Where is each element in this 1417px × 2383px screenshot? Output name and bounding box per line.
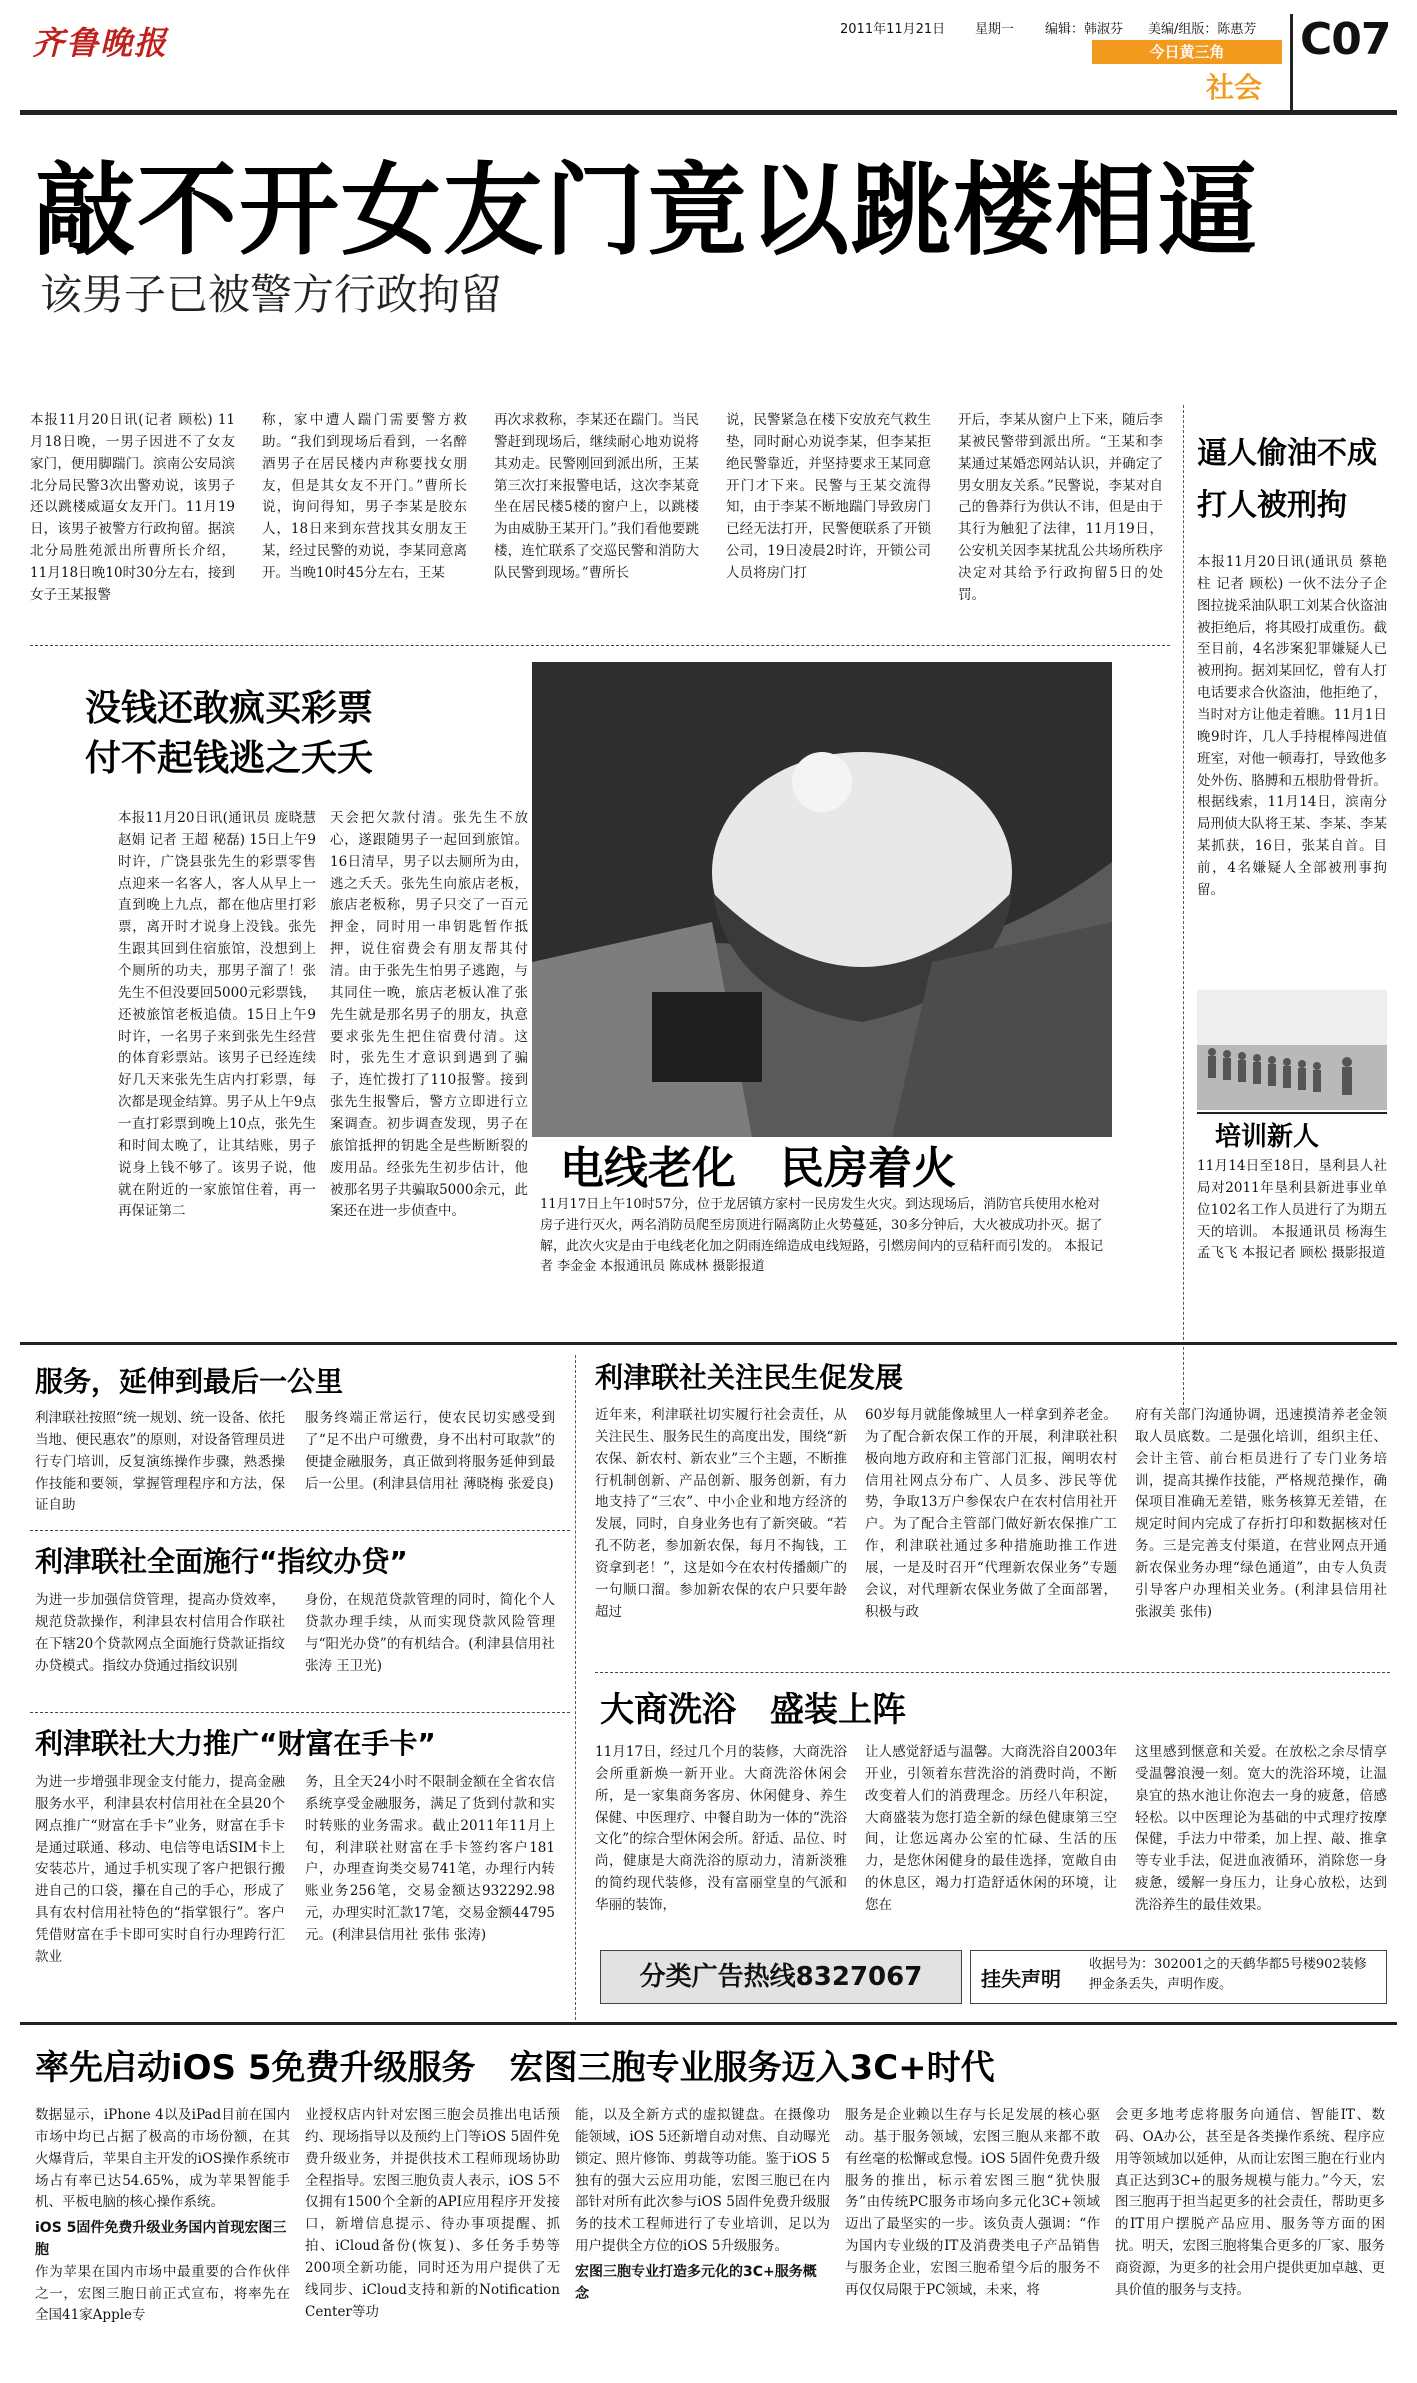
credit2-col-1: 为进一步加强信贷管理，提高办贷效率，规范贷款操作，利津县农村信用合作联社在下辖20个贷款网点全面施行贷款证指纹办贷模式。指纹办贷通过指纹识别 [35,1592,285,1674]
page-number-divider [1290,14,1293,110]
lead-bottom-rule [30,645,1170,646]
bath-col-2: 让人感觉舒适与温馨。大商洗浴自2003年开业，引领着东营洗浴的消费时尚，不断改变着人们的消费理念。历经八年积淀，大商盛装为您打造全新的绿色健康第三空间，让您远离办公室的忙碌、生活的压力，是您休闲健身的最佳选择，宽敞自由的休息区，竭力打造舒适休闲的环境，让您在 [865,1744,1117,1914]
bottom-col-5: 会更多地考虑将服务向通信、智能IT、数码、OA办公，甚至是各类操作系统、程序应用等领域加以延伸，从而让宏图三胞在行业内真正达到3C+的服务规模与能力。”今天，宏图三胞再于担当起更多的社会责任，帮助更多的IT用户摆脱产品应用、服务等方面的困扰。明天，宏图三胞将集合更多的厂家、服务商资源，为更多的社会用户提供更加卓越、更具价值的服务与支持。 [1115,2107,1385,2298]
bottom-col-4: 服务是企业赖以生存与长足发展的核心驱动。基于服务领域，宏图三胞从来都不敢有丝毫的松懈或怠慢。iOS 5固件免费升级服务的推出，标示着宏图三胞“犹快服务”由传统PC服务市场向多元化3C+领域迈出了最坚实的一步。该负责人强调：“作为国内专业级的IT及消费类电子产品销售与服务企业，宏图三胞希望今后的服务不再仅仅局限于PC领域，未来，将 [845,2107,1100,2298]
bottom-col-3-subhead: 宏图三胞专业打造多元化的3C+服务概念 [575,2264,817,2302]
fire-photo [532,662,1112,1137]
lead-headline: 敲不开女友门竟以跳楼相逼 [35,152,1259,269]
lottery-col-2: 天会把欠款付清。张先生不放心，遂跟随男子一起回到旅馆。16日清早，男子以去厕所为由，逃之夭夭。张先生向旅店老板，旅店老板称，男子只交了一百元押金，同时用一串钥匙暂作抵押，说住宿费会有朋友帮其付清。由于张先生怕男子逃跑，与其同住一晚，旅店老板认准了张先生就是那名男子的朋友，执意要求张先生把住宿费付清。这时，张先生才意识到遇到了骗子，连忙拨打了110报警。接到张先生报警后，警方立即进行立案调查。初步调查发现，男子在旅馆抵押的钥匙全是些断断裂的废用品。经张先生初步估计，他被那名男子共骗取5000余元，此案还在进一步侦查中。 [330,810,528,1220]
bath-col-3: 这里感到惬意和关爱。在放松之余尽情享受温馨浪漫一刻。宽大的洗浴环境，让温泉宜的热水池让你泡去一身的疲惫，倍感轻松。以中医理论为基础的中式理疗按摩保健，手法力中带柔，加上捏、敲、推拿等专业手法，促进血液循环，消除您一身疲惫，缓解一身压力，让身心放松，达到洗浴养生的最佳效果。 [1135,1744,1387,1914]
lead-subhead: 该男子已被警方行政拘留 [40,270,503,319]
credit2-col-2: 身份，在规范贷款管理的同时，简化个人贷款办理手续，从而实现贷款风险管理与“阳光办贷”的有机结合。(利津县信用社 张涛 王卫光) [305,1592,555,1674]
credit4-rule [595,1672,1390,1673]
page-number: C07 [1300,14,1391,65]
credit3-headline: 利津联社大力推广“财富在手卡” [35,1727,436,1760]
credit1-col-2: 服务终端正常运行，使农民切实感受到了“足不出户可缴费，身不出村可取款”的便捷金融服务，真正做到将服务延伸到最后一公里。(利津县信用社 薄晓梅 张爱良) [305,1410,555,1492]
fire-headline: 电线老化 民房着火 [560,1143,956,1194]
bottom-col-1-subhead: iOS 5固件免费升级业务国内首现宏图三胞 [35,2220,287,2258]
credit2-rule [30,1712,570,1713]
lead-col-2: 称，家中遭人踹门需要警方救助。“我们到现场后看到，一名醉酒男子在居民楼内声称要找女朋友，但是其女友不开门。”曹所长说，询问得知，男子李某是胶东人，18日来到东营找其女朋友王某，经过民警的劝说，李某同意离开。当晚10时45分左右，王某 [262,412,467,582]
bottom-col-1 [35,2105,290,2375]
issue-date: 2011年11月21日 [840,22,946,37]
training-headline: 培训新人 [1215,1122,1320,1152]
oil-body: 本报11月20日讯(通讯员 蔡艳柱 记者 顾松) 一伙不法分子企图拉拢采油队职工刘某合伙盗油被拒绝后，将其殴打成重伤。截至目前，4名涉案犯罪嫌疑人已被刑拘。据刘某回忆，曾有人打电话要求合伙盗油，他拒绝了，当时对方让他走着瞧。11月1日晚9时许，几人手持棍棒闯进值班室，对他一顿毒打，导致他多处外伤、胳膊和五根肋骨骨折。根据线索，11月14日，滨南分局刑侦大队将王某、李某、李某某抓获，16日，张某自首。目前，4名嫌疑人全部被刑事拘留。 [1197,554,1387,898]
paper-logo: 齐鲁晚报 [32,24,169,62]
lottery-headline-2: 付不起钱逃之夭夭 [85,738,374,779]
lead-col-1: 本报11月20日讯(记者 顾松) 11月18日晚，一男子因进不了女友家门，便用脚踹门。滨南公安局滨北分局民警3次出警劝说，该男子还以跳楼威逼女友开门。11月19日，该男子被警方行政拘留。据滨北分局胜苑派出所曹所长介绍，11月18日晚10时30分左右，接到女子王某报警 [30,412,235,603]
bottom-col-1-tail: 作为苹果在国内市场中最重要的合作伙伴之一，宏图三胞日前正式宣布，将率先在全国41家Apple专 [35,2263,290,2324]
oil-headline-2: 打人被刑拘 [1197,488,1347,523]
credit2-headline: 利津联社全面施行“指纹办贷” [35,1545,408,1578]
masthead-rule [20,110,1397,115]
credit4-col-1: 近年来，利津联社切实履行社会责任，从关注民生、服务民生的高度出发，围绕“新农保、新农村、新农业”三个主题，不断推行机制创新、产品创新、服务创新，有力地支持了“三农”、中小企业和地方经济的发展，同时，自身业务也有了新突破。“若孔不防老，参加新农保，每月不掏钱，工资拿到老！”，这是如今在农村传播颇广的一句顺口溜。参加新农保的农户只要年龄超过 [595,1407,847,1620]
credit-divider [575,1355,576,2020]
training-photo [1197,990,1387,1110]
credit4-headline: 利津联社关注民生促发展 [595,1361,904,1394]
bottom-col-3 [575,2105,830,2375]
lead-col-3: 再次求救称，李某还在踹门。当民警赶到现场后，继续耐心地劝说将其劝走。民警刚回到派出所，王某第三次打来报警电话，这次李某竟坐在居民楼5楼的窗户上，以跳楼为由威胁王某开门。”我们看他要跳楼，连忙联系了交巡民警和消防大队民警到现场。”曹所长 [494,412,699,582]
lower-section-rule [20,2022,1397,2025]
lost-notice-body: 收据号为：302001之的天鹤华都5号楼902装修押金条丢失，声明作废。 [1089,1957,1367,1992]
upper-section-rule [20,1342,1397,1345]
bottom-col-3-text: 能，以及全新方式的虚拟键盘。在摄像功能领域，iOS 5还新增自动对焦、自动曝光锁定、照片修饰、剪裁等功能。鉴于iOS 5独有的强大云应用功能，宏图三胞已在内部针对所有此次参与iOS 5固件免费升级服务的技术工程师进行了专业培训，足以为用户提供全方位的iOS 5升级服务。 [575,2107,830,2255]
issue-editor: 编辑：韩淑芬 [1045,22,1124,37]
section-name: 社会 [1205,71,1262,104]
lottery-headline-1: 没钱还敢疯买彩票 [85,688,374,729]
bottom-col-1-text: 数据显示，iPhone 4以及iPad目前在国内市场中均已占据了极高的市场份额，在其火爆背后，苹果自主开发的iOS操作系统市场占有率已达54.65%，成为苹果智能手机、平板电脑的核心操作系统。 [35,2107,290,2211]
bath-col-1: 11月17日，经过几个月的装修，大商洗浴会所重新焕一新开业。大商洗浴休闲会所，是一家集商务客房、休闲健身、养生保健、中医理疗、中餐自助为一体的“洗浴文化”的综合型休闲会所。舒适、品位、时尚，健康是大商洗浴的原动力，清新淡雅的简约现代装修，没有富丽堂皇的气派和华丽的装饰， [595,1744,847,1914]
lottery-col-1: 本报11月20日讯(通讯员 庞晓慧 赵娟 记者 王超 秘磊) 15日上午9时许，广饶县张先生的彩票零售点迎来一名客人，客人从早上一直到晚上九点，都在他店里打彩票，离开时才说身上没钱。张先生跟其回到住宿旅馆，没想到上个厕所的功夫，那男子溜了！张先生不但没要回5000元彩票钱，还被旅馆老板追债。15日上午9时许，一名男子来到张先生经营的体育彩票站。该男子已经连续好几天来张先生店内打彩票，每次都是现金结算。男子从上午9点一直打彩票到晚上10点，张先生和时间太晚了，让其结账，男子说身上钱不够了。该男子说，他就在附近的一家旅馆住着，再一再保证第二 [118,810,316,1220]
ad-hotline-box [600,1950,962,2004]
training-rule [1197,1112,1387,1114]
lost-notice-box [970,1950,1387,2004]
issue-designer: 美编/组版：陈惠芳 [1148,22,1257,37]
lead-col-5: 开后，李某从窗户上下来，随后李某被民警带到派出所。“王某和李某通过某婚恋网站认识，并确定了男女朋友关系。”民警说，李某对自己的鲁莽行为供认不讳，但是由于其行为触犯了法律，11月19日，公安机关因李某扰乱公共场所秩序决定对其给予行政拘留5日的处罚。 [958,412,1163,603]
credit1-headline: 服务，延伸到最后一公里 [35,1365,344,1398]
bottom-headline: 率先启动iOS 5免费升级服务 宏图三胞专业服务迈入3C+时代 [35,2048,995,2088]
training-body: 11月14日至18日，垦利县人社局对2011年垦利县新进事业单位102名工作人员进行了为期五天的培训。 本报通讯员 杨海生 孟飞飞 本报记者 顾松 摄影报道 [1197,1158,1387,1262]
fire-scene-icon [532,662,1112,1137]
issue-weekday: 星期一 [975,22,1015,37]
lead-col-4: 说，民警紧急在楼下安放充气救生垫，同时耐心劝说李某，但李某拒绝民警靠近，并坚持要求王某同意开门才下来。民警与王某交流得知，由于李某不断地踹门导致房门已经无法打开，民警便联系了开锁公司，19日凌晨2时许，开锁公司人员将房门打 [726,412,931,582]
credit3-col-2: 务，且全天24小时不限制金额在全省农信系统享受金融服务，满足了货到付款和实时转账的业务需求。截止2011年11月上旬，利津联社财富在手卡签约客户181户，办理查询类交易741笔，办理行内转账业务256笔，交易金额达932292.98元，办理实时汇款17笔，交易金额44795元。(利津县信用社 张伟 张涛) [305,1774,555,1944]
credit1-rule [30,1530,570,1531]
oil-headline-1: 逼人偷油不成 [1197,436,1377,471]
bath-headline: 大商洗浴 盛装上阵 [600,1690,906,1730]
section-tag: 今日黄三角 [1092,40,1282,64]
credit3-col-1: 为进一步增强非现金支付能力，提高金融服务水平，利津县农村信用社在全县20个网点推广“财富在手卡”业务，财富在手卡是通过联通、移动、电信等电话SIM卡上安装芯片，通过手机实现了客户把银行搬进自己的口袋，攥在自己的手心，形成了具有农村信用社特色的“指掌银行”。客户凭借财富在手卡即可实时自行办理跨行汇款业 [35,1774,285,1965]
fire-caption: 11月17日上午10时57分，位于龙居镇方家村一民房发生火灾。到达现场后，消防官兵使用水枪对房子进行灭火，两名消防员爬至房顶进行隔离防止火势蔓延，30多分钟后，大火被成功扑灭。据了解，此次火灾是由于电线老化加之阴雨连绵造成电线短路，引燃房间内的豆秸秆而引发的。 本报记者 李金金 本报通讯员 陈成林 摄影报道 [540,1197,1104,1275]
credit1-col-1: 利津联社按照“统一规划、统一设备、依托当地、便民惠农”的原则，对设备管理员进行专门培训，反复演练操作步骤，熟悉操作技能和要领，掌握管理程序和方法，保证自助 [35,1410,285,1514]
ad-hotline: 分类广告热线8327067 [639,1962,923,1992]
sidebar-divider [1183,405,1184,1410]
lost-notice-title: 挂失声明 [981,1967,1061,1991]
training-group-icon [1197,990,1387,1110]
bottom-col-2: 业授权店内针对宏图三胞会员推出电话预约、现场指导以及预约上门等iOS 5固件免费升级业务，并提供技术工程师现场协助全程指导。宏图三胞负责人表示，iOS 5不仅拥有1500个全新的API应用程序开发接口，新增信息提示、待办事项提醒、抓拍、iCloud备份(恢复)、多任务手势等200项全新功能，同时还为用户提供了无线同步、iCloud支持和新的Notification Center等功 [305,2107,560,2320]
credit4-col-2: 60岁每月就能像城里人一样拿到养老金。为了配合新农保工作的开展，利津联社积极向地方政府和主管部门汇报，阐明农村信用社网点分布广、人员多、涉民等优势，争取13万户参保农户在农村信用社开户。为了配合主管部门做好新农保推广工作，利津联社通过多种措施助推工作进展，一是及时召开“代理新农保业务”专题会议，对代理新农保业务做了全面部署，积极与政 [865,1407,1117,1620]
credit4-col-3: 府有关部门沟通协调，迅速摸清养老金领取人员底数。二是强化培训，组织主任、会计主管、前台柜员进行了专门业务培训，提高其操作技能，严格规范操作，确保项目准确无差错，账务核算无差错，在规定时间内完成了存折打印和数据核对任务。三是完善支付渠道，在营业网点开通新农保业务办理“绿色通道”，由专人负责引导客户办理相关业务。(利津县信用社 张淑美 张伟) [1135,1407,1387,1620]
